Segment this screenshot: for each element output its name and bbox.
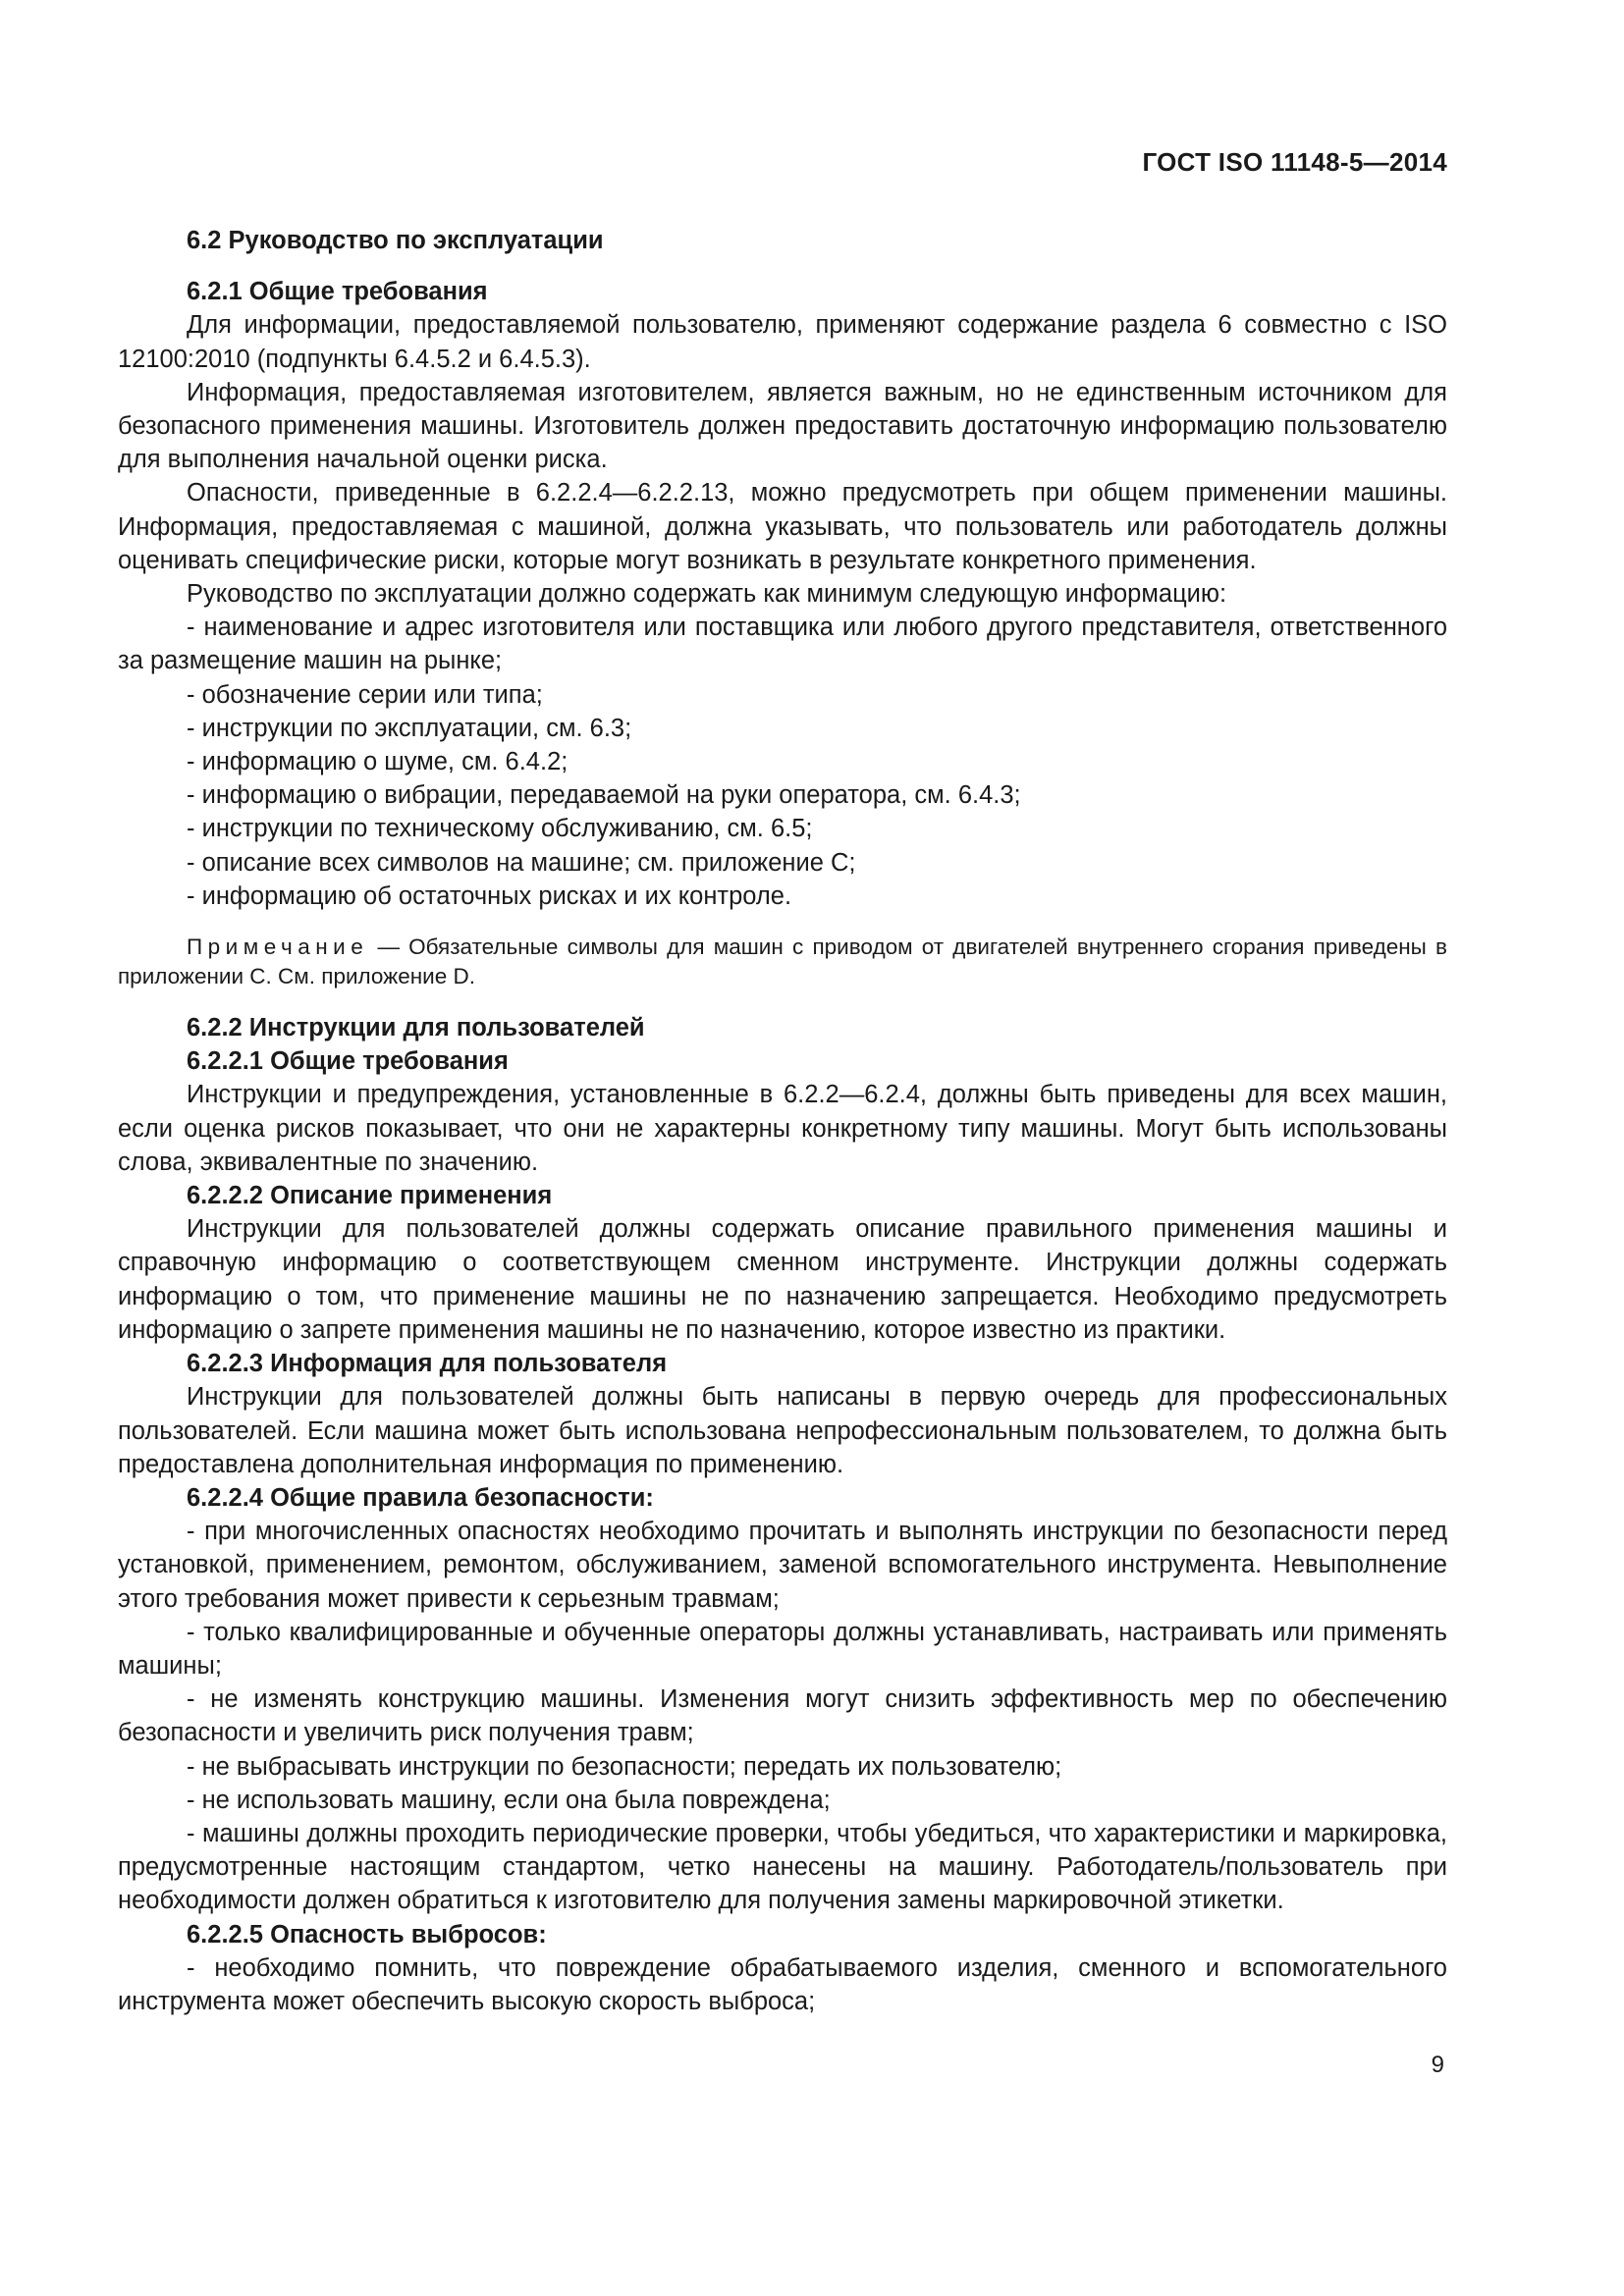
list-item: - описание всех символов на машине; см. приложение С; [187, 848, 856, 877]
list-item: - не изменять конструкцию машины. Изменения могут снизить эффективность мер по обеспечению безопасности и увеличить риск получения травм; [118, 1685, 1447, 1747]
paragraph: Инструкции для пользователей должны быть написаны в первую очередь для профессиональных пользователей. Если машина может быть использована непрофессиональным пользователем, то должна быть предоставлена дополнительная информация по применению. [118, 1383, 1447, 1478]
list-item: - наименование и адрес изготовителя или поставщика или любого другого представителя, ответственного за размещение машин на рынке; [118, 614, 1447, 675]
paragraph: Инструкции для пользователей должны содержать описание правильного применения машины и справочную информацию о соответствующем сменном инструменте. Инструкции должны содержать информацию о том, что применение машины не по назначению запрещается. Необходимо предусмотреть информацию о запрете применения машины не по назначению, которое известно из практики. [118, 1215, 1447, 1344]
list-item: - не выбрасывать инструкции по безопасности; передать их пользователю; [187, 1752, 1062, 1781]
note [118, 933, 1447, 991]
document-body [118, 224, 1447, 2018]
paragraph: Инструкции и предупреждения, установленные в 6.2.2—6.2.4, должны быть приведены для всех машин, если оценка рисков показывает, что они не характерны конкретному типу машины. Могут быть использованы слова, эквивалентные по значению. [118, 1081, 1447, 1176]
page-number: 9 [1431, 2052, 1444, 2078]
heading-6-2-2-1: 6.2.2.1 Общие требования [187, 1047, 509, 1076]
list-item: - при многочисленных опасностях необходимо прочитать и выполнять инструкции по безопасности перед установкой, применением, ремонтом, обслуживанием, заменой вспомогательного инструмента. Невыполнение этого требования может привести к серьезным травмам; [118, 1518, 1447, 1613]
heading-6-2-2-3: 6.2.2.3 Информация для пользователя [187, 1350, 668, 1378]
note-label: Примечание [187, 934, 369, 960]
heading-6-2-1: 6.2.1 Общие требования [187, 278, 488, 306]
list-item: - инструкции по эксплуатации, см. 6.3; [187, 714, 632, 742]
heading-6-2: 6.2 Руководство по эксплуатации [187, 227, 604, 254]
list-item: - информацию об остаточных рисках и их контроле. [187, 881, 792, 910]
page-header-standard-id: ГОСТ ISO 11148-5—2014 [1142, 147, 1447, 177]
paragraph: Руководство по эксплуатации должно содержать как минимум следующую информацию: [187, 580, 1227, 609]
list-item: - только квалифицированные и обученные операторы должны устанавливать, настраивать или применять машины; [118, 1618, 1447, 1680]
paragraph: Информация, предоставляемая изготовителем, является важным, но не единственным источником для безопасного применения машины. Изготовитель должен предоставить достаточную информацию пользователю для выполнения начальной оценки риска. [118, 378, 1447, 474]
list-item: - информацию о вибрации, передаваемой на руки оператора, см. 6.4.3; [187, 781, 1021, 810]
note-text: — Обязательные символы для машин с приводом от двигателей внутреннего сгорания приведены в приложении С. См. приложение D. [118, 934, 1447, 989]
list-item: - обозначение серии или типа; [187, 680, 543, 709]
heading-6-2-2-2: 6.2.2.2 Описание применения [187, 1182, 553, 1210]
heading-6-2-2: 6.2.2 Инструкции для пользователей [187, 1014, 645, 1042]
list-item: - не использовать машину, если она была повреждена; [187, 1786, 831, 1814]
list-item: - информацию о шуме, см. 6.4.2; [187, 748, 568, 776]
paragraph: Опасности, приведенные в 6.2.2.4—6.2.2.13, можно предусмотреть при общем применении машины. Информация, предоставляемая с машиной, должна указывать, что пользователь или работодатель должны оценивать специфические риски, которые могут возникать в результате конкретного применения. [118, 479, 1447, 574]
heading-6-2-2-5: 6.2.2.5 Опасность выбросов: [187, 1920, 547, 1949]
list-item: - машины должны проходить периодические проверки, чтобы убедиться, что характеристики и маркировка, предусмотренные настоящим стандартом, четко нанесены на машину. Работодатель/пользователь при необходимости должен обратиться к изготовителю для получения замены маркировочной этикетки. [118, 1819, 1447, 1915]
heading-6-2-2-4: 6.2.2.4 Общие правила безопасности: [187, 1483, 654, 1512]
list-item: - инструкции по техническому обслуживанию, см. 6.5; [187, 815, 813, 843]
paragraph: Для информации, предоставляемой пользователю, применяют содержание раздела 6 совместно с ISO 12100:2010 (подпункты 6.4.5.2 и 6.4.5.3). [118, 311, 1447, 373]
list-item: - необходимо помнить, что повреждение обрабатываемого изделия, сменного и вспомогательного инструмента может обеспечить высокую скорость выброса; [118, 1953, 1447, 2015]
